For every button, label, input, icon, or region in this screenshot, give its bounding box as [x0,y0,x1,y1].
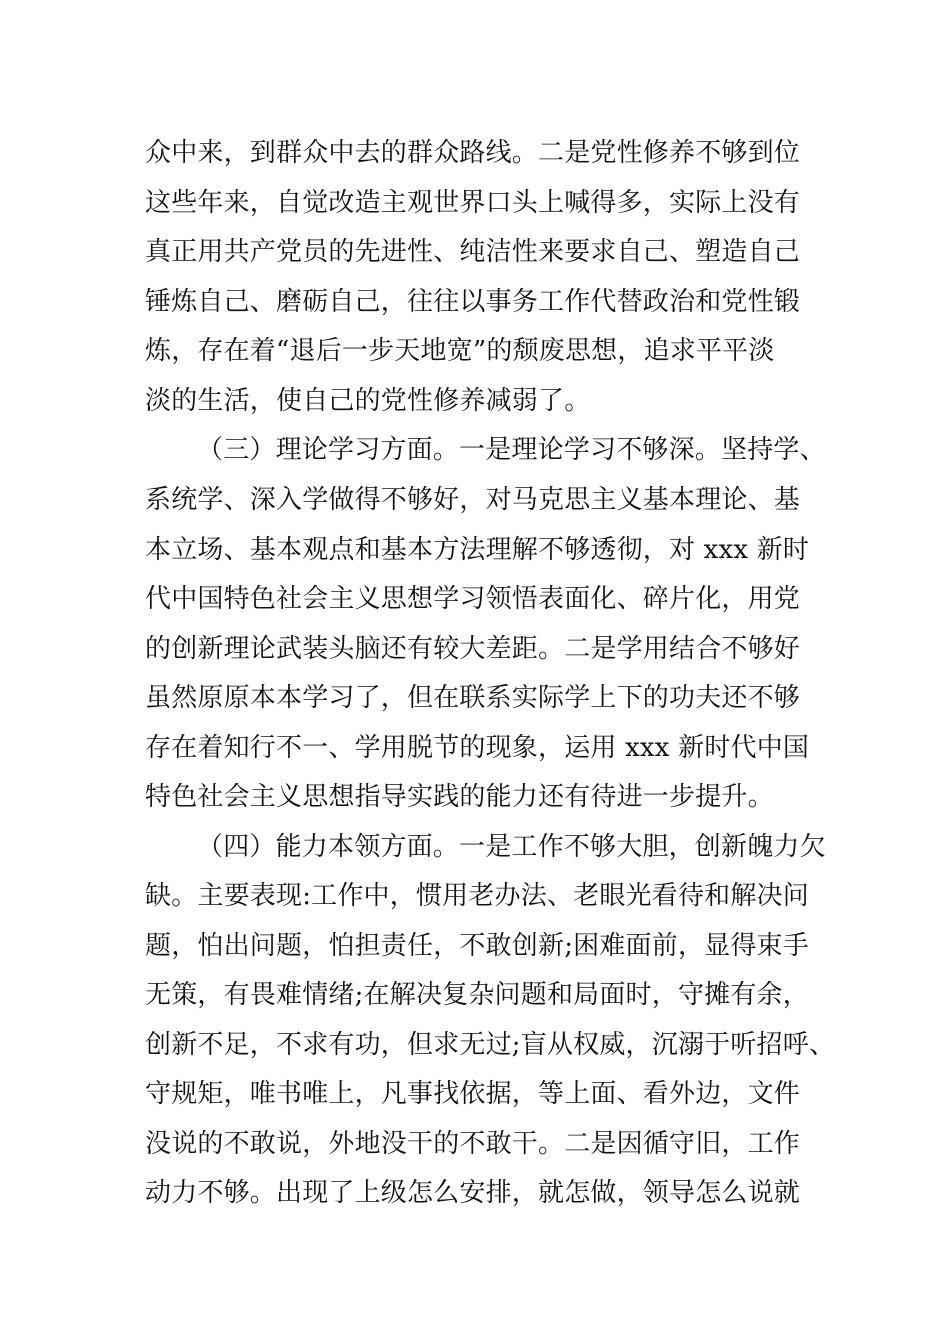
text-line: 系统学、深入学做得不够好，对马克思主义基本理论、基 [145,485,801,515]
text-line: 真正用共产党员的先进性、纯洁性来要求自己、塑造自己 [145,237,801,267]
text-line: 题，怕出问题，怕担责任，不敢创新;困难面前，显得束手 [145,931,809,961]
section-heading-line: （四）能力本领方面。一是工作不够大胆，创新魄力欠 [197,832,826,862]
text-line: 动力不够。出现了上级怎么安排，就怎做，领导怎么说就 [145,1178,801,1208]
text-line: 众中来，到群众中去的群众路线。二是党性修养不够到位 [145,138,801,168]
section-heading-line: （三）理论学习方面。一是理论学习不够深。坚持学、 [197,435,826,465]
text-line: 这些年来，自觉改造主观世界口头上喊得多，实际上没有 [145,188,801,218]
text-line: 虽然原原本本学习了，但在联系实际学上下的功夫还不够 [145,683,801,713]
text-line: 创新不足，不求有功，但求无过;盲从权威，沉溺于听招呼、 [145,1030,836,1060]
text-line: 存在着知行不一、学用脱节的现象，运用 xxx 新时代中国 [145,733,810,763]
text-line: 无策，有畏难情绪;在解决复杂问题和局面时，守摊有余， [145,980,809,1010]
text-line: 代中国特色社会主义思想学习领悟表面化、碎片化，用党 [145,584,801,614]
text-line: 锤炼自己、磨砺自己，往往以事务工作代替政治和党性锻 [145,287,801,317]
text-line: 淡的生活，使自己的党性修养减弱了。 [145,386,591,416]
text-line: 没说的不敢说，外地没干的不敢干。二是因循守旧，工作 [145,1129,801,1159]
text-line: 本立场、基本观点和基本方法理解不够透彻，对 xxx 新时 [145,535,810,565]
text-line: 炼，存在着“退后一步天地宽”的颓废思想，追求平平淡 [145,336,775,366]
text-line: 的创新理论武装头脑还有较大差距。二是学用结合不够好 [145,634,801,664]
text-line: 特色社会主义思想指导实践的能力还有待进一步提升。 [145,782,774,812]
text-line: 缺。主要表现:工作中，惯用老办法、老眼光看待和解决问 [145,881,809,911]
text-line: 守规矩，唯书唯上，凡事找依据，等上面、看外边，文件 [145,1079,801,1109]
